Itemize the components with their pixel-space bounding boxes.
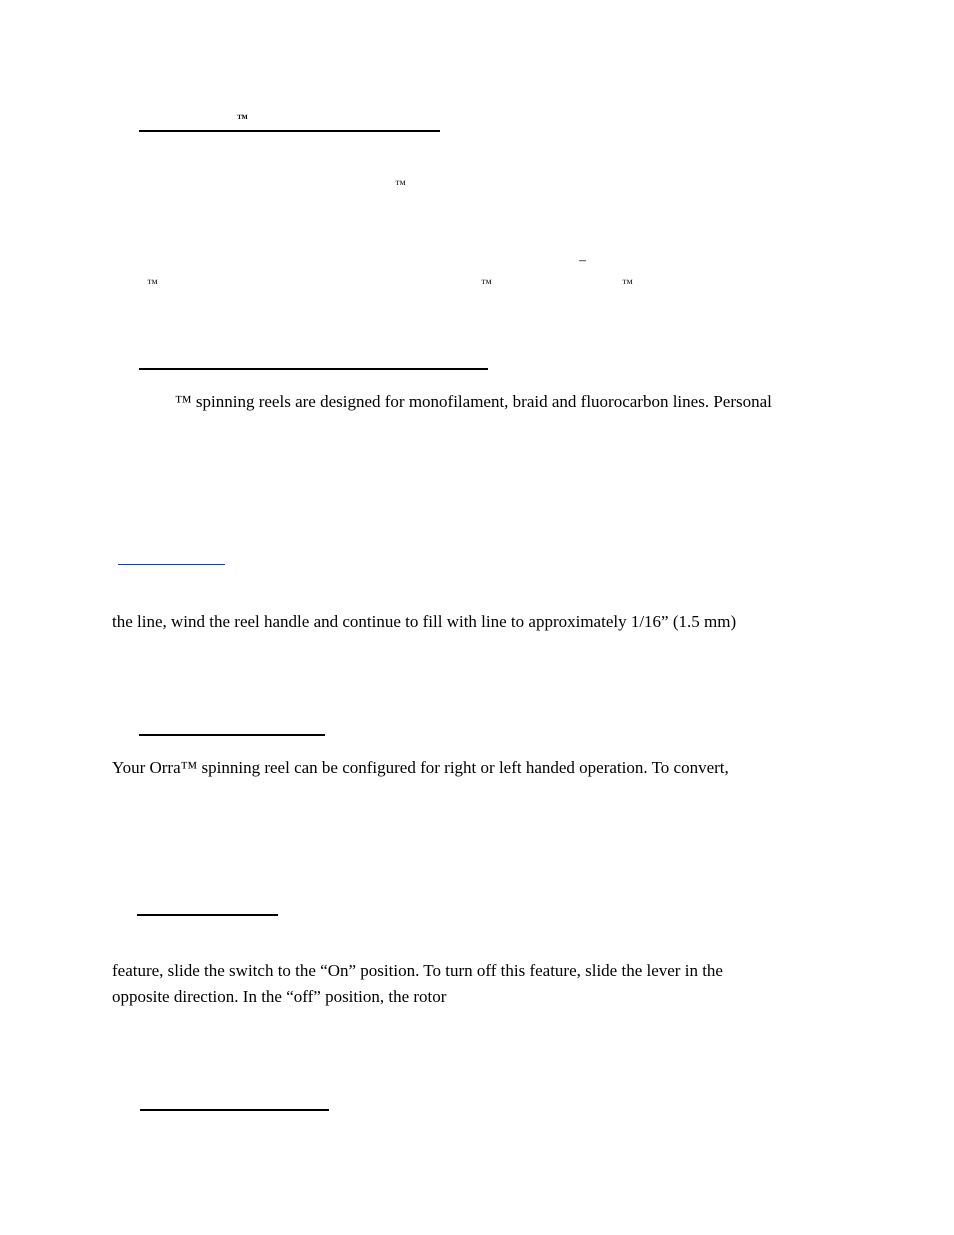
heading-underline-3 [139, 734, 325, 736]
heading-underline-1 [139, 130, 440, 132]
heading-trademark-mark: ™ [237, 113, 248, 125]
heading-underline-2 [139, 368, 488, 370]
paragraph-line: opposite direction. In the “off” position, the rotor [112, 987, 447, 1006]
trademark-mark: ™ [147, 278, 158, 290]
paragraph-line: ™ spinning reels are designed for monofilament, braid and fluorocarbon lines. Personal [175, 392, 772, 411]
paragraph-line: Your Orra™ spinning reel can be configured for right or left handed operation. To convert, [112, 758, 729, 777]
trademark-mark: ™ [395, 179, 406, 191]
trademark-mark: ™ [622, 278, 633, 290]
heading-underline-5 [140, 1109, 329, 1111]
trademark-mark: ™ [481, 278, 492, 290]
paragraph-line: the line, wind the reel handle and continue to fill with line to approximately 1/16” (1.5 mm) [112, 612, 737, 631]
dash-mark: – [579, 253, 586, 268]
hyperlink-underline[interactable] [118, 564, 225, 565]
paragraph-line: feature, slide the switch to the “On” position. To turn off this feature, slide the lever in the [112, 961, 723, 980]
heading-underline-4 [137, 914, 278, 916]
